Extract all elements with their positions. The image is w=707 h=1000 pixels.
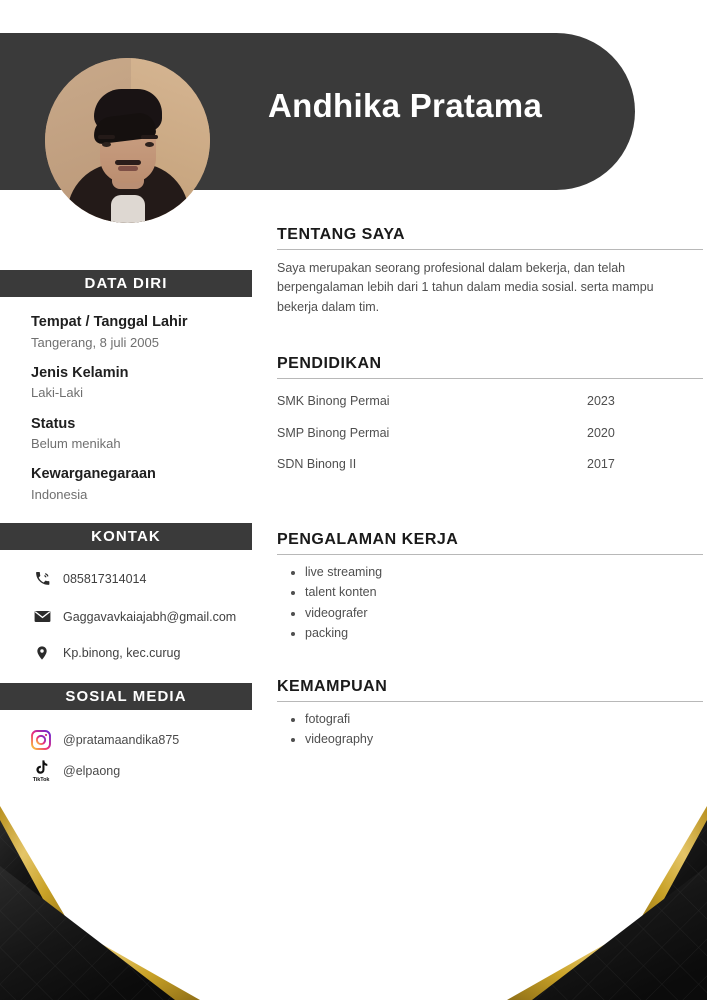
data-diri-label: Jenis Kelamin bbox=[31, 364, 129, 381]
data-diri-item bbox=[31, 415, 246, 454]
data-diri-list bbox=[31, 313, 246, 516]
education-row bbox=[277, 426, 697, 440]
contact-address-value: Kp.binong, kec.curug bbox=[63, 646, 181, 660]
data-diri-value: Belum menikah bbox=[31, 436, 121, 452]
list-item: • fotografi bbox=[305, 710, 373, 729]
data-diri-value: Tangerang, 8 juli 2005 bbox=[31, 334, 159, 350]
photo-mouth bbox=[118, 166, 138, 171]
location-pin-icon bbox=[31, 644, 53, 662]
photo-eye-left bbox=[102, 142, 111, 147]
list-item: • talent konten bbox=[305, 583, 382, 602]
list-item: • videografer bbox=[305, 604, 382, 623]
section-header-sosial-media: SOSIAL MEDIA bbox=[0, 683, 252, 710]
phone-icon bbox=[31, 570, 53, 587]
data-diri-label: Status bbox=[31, 415, 76, 432]
contact-email-value: Gaggavavkaiajabh@gmail.com bbox=[63, 609, 237, 624]
tiktok-wordmark: TikTok bbox=[32, 777, 50, 783]
tentang-saya-text: Saya merupakan seorang profesional dalam bekerja, dan telah berpengalaman lebih dari 1 tahun dalam media sosial. serta mampu bekerja dalam tim. bbox=[277, 261, 654, 314]
data-diri-label: Kewarganegaraan bbox=[31, 466, 156, 483]
contact-phone[interactable] bbox=[31, 570, 271, 587]
social-instagram[interactable] bbox=[27, 729, 179, 751]
decor-right-gold-stripe-lower bbox=[507, 926, 649, 1000]
tiktok-icon bbox=[27, 759, 55, 783]
photo-eye-right bbox=[145, 142, 154, 147]
decor-left-gold-stripe-lower bbox=[58, 926, 200, 1000]
pengalaman-kerja-list bbox=[277, 563, 382, 645]
decor-right-lower-wedge bbox=[532, 866, 707, 1000]
decor-left-upper-wedge bbox=[0, 814, 60, 923]
decor-right-upper-wedge bbox=[647, 814, 707, 923]
social-tiktok-handle: @elpaong bbox=[63, 764, 121, 778]
social-instagram-handle: @pratamaandika875 bbox=[63, 733, 180, 747]
contact-email[interactable] bbox=[31, 607, 271, 626]
decor-left-lower-wedge bbox=[0, 866, 175, 1000]
page-title: Andhika Pratama bbox=[268, 87, 543, 124]
section-title-pengalaman-kerja: PENGALAMAN KERJA bbox=[277, 531, 703, 555]
list-item: • packing bbox=[305, 624, 382, 643]
education-row bbox=[277, 394, 697, 408]
education-school: SDN Binong II bbox=[277, 457, 357, 471]
education-year: 2023 bbox=[587, 394, 615, 408]
data-diri-label: Tempat / Tanggal Lahir bbox=[31, 314, 188, 330]
kemampuan-list bbox=[277, 710, 373, 751]
photo-shirt bbox=[111, 195, 145, 223]
photo-eyebrow-right bbox=[141, 135, 158, 139]
section-title-tentang-saya: TENTANG SAYA bbox=[277, 226, 703, 250]
education-row bbox=[277, 457, 697, 471]
decorative-corner-graphics bbox=[0, 800, 707, 1000]
avatar bbox=[45, 58, 210, 223]
social-tiktok[interactable] bbox=[27, 759, 120, 783]
email-icon bbox=[31, 607, 53, 626]
section-header-data-diri: DATA DIRI bbox=[0, 270, 252, 297]
photo-eyebrow-left bbox=[98, 135, 115, 139]
instagram-icon bbox=[27, 729, 55, 751]
contact-address[interactable] bbox=[31, 644, 271, 662]
education-school: SMK Binong Permai bbox=[277, 394, 390, 408]
list-item: • live streaming bbox=[305, 563, 382, 582]
section-title-kemampuan: KEMAMPUAN bbox=[277, 678, 703, 702]
data-diri-value: Laki-Laki bbox=[31, 385, 84, 401]
data-diri-value: Indonesia bbox=[31, 486, 88, 502]
data-diri-item bbox=[31, 465, 246, 504]
data-diri-item bbox=[31, 313, 246, 352]
decor-left-gold-stripe-upper bbox=[0, 806, 72, 934]
list-item: • videography bbox=[305, 730, 373, 749]
section-title-pendidikan: PENDIDIKAN bbox=[277, 355, 703, 379]
section-header-kontak: KONTAK bbox=[0, 523, 252, 550]
education-year: 2017 bbox=[587, 457, 615, 471]
photo-moustache bbox=[115, 160, 141, 165]
education-year: 2020 bbox=[587, 426, 615, 440]
decor-right-gold-stripe-upper bbox=[635, 806, 707, 934]
data-diri-item bbox=[31, 364, 246, 403]
education-school: SMP Binong Permai bbox=[277, 426, 390, 440]
contact-phone-value: 085817314014 bbox=[63, 571, 147, 586]
